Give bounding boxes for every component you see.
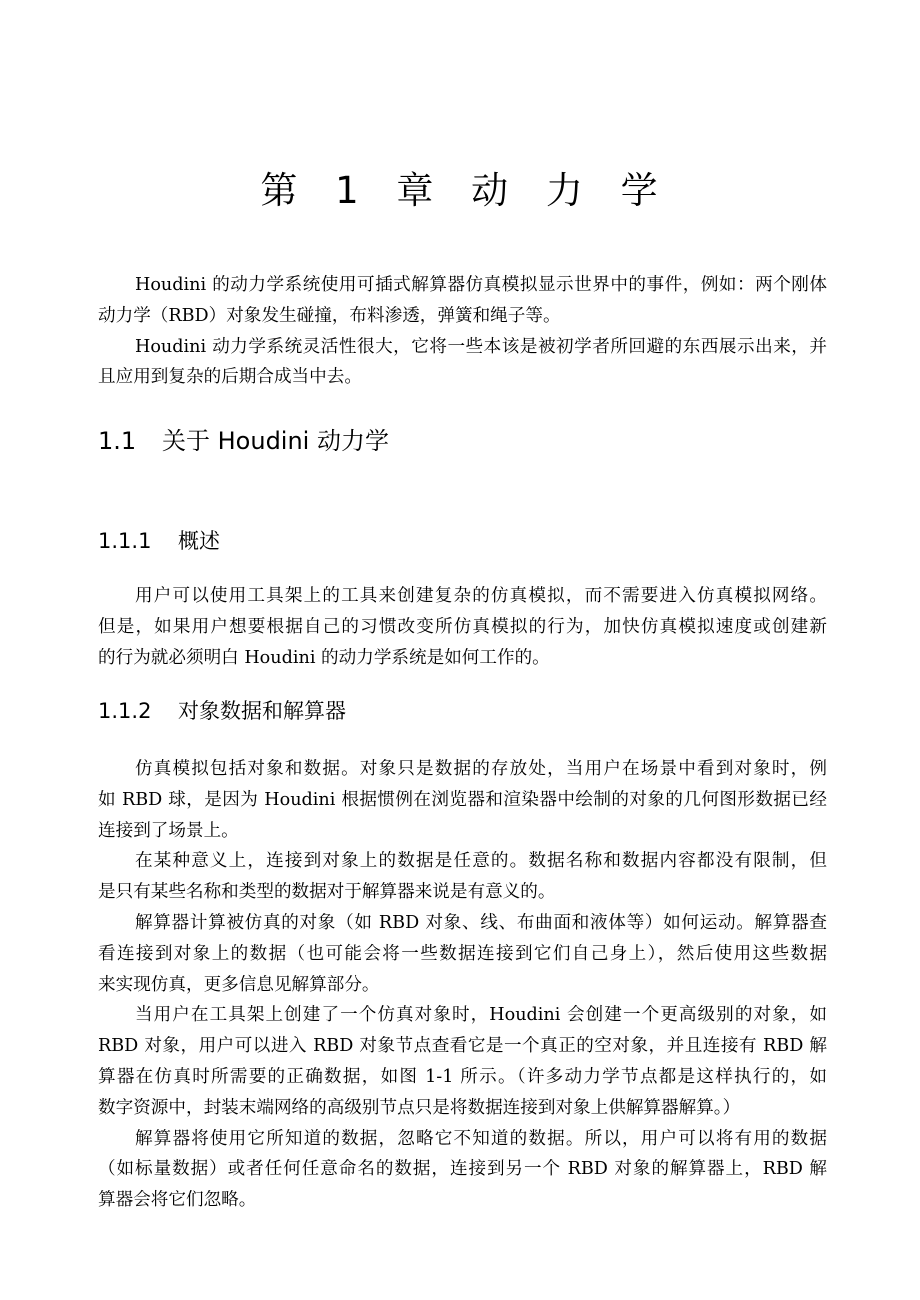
paragraph-line: 是只有某些名称和类型的数据对于解算器来说是有意义的。 xyxy=(98,882,556,903)
chapter-title: 第 1 章 动 力 学 xyxy=(260,169,660,212)
paragraph-line: 仿真模拟包括对象和数据。对象只是数据的存放处，当用户在场景中看到对象时，例 xyxy=(135,759,827,779)
subsection-number: 1.1.2 xyxy=(98,699,152,723)
paragraph-line: 看连接到对象上的数据（也可能会将一些数据连接到它们自己身上），然后使用这些数据 xyxy=(98,943,827,964)
paragraph-line: 解算器计算被仿真的对象（如 RBD 对象、线、布曲面和液体等）如何运动。解算器查 xyxy=(135,912,827,933)
paragraph-line: 数字资源中，封装末端网络的高级别节点只是将数据连接到对象上供解算器解算。） xyxy=(98,1097,741,1118)
section-number: 1.1 xyxy=(98,427,137,455)
paragraph-line: （如标量数据）或者任何任意命名的数据，连接到另一个 RBD 对象的解算器上，RBD 解 xyxy=(98,1159,827,1180)
subsection-title: 对象数据和解算器 xyxy=(178,699,346,723)
paragraph-line: Houdini 动力学系统灵活性很大，它将一些本该是被初学者所回避的东西展示出来，并 xyxy=(135,336,827,357)
objects-text xyxy=(98,754,827,1216)
paragraph-line: RBD 对象，用户可以进入 RBD 对象节点查看它是一个真正的空对象，并且连接有 RBD 解 xyxy=(98,1036,827,1057)
subsection-number: 1.1.1 xyxy=(98,529,152,553)
paragraph-line: 连接到了场景上。 xyxy=(98,820,239,841)
paragraph-line: 解算器将使用它所知道的数据，忽略它不知道的数据。所以，用户可以将有用的数据 xyxy=(135,1128,827,1149)
paragraph-line: 且应用到复杂的后期合成当中去。 xyxy=(98,367,362,388)
subsection-heading-objects xyxy=(98,695,346,725)
paragraph-line: 来实现仿真，更多信息见解算部分。 xyxy=(98,974,380,995)
paragraph-line: 如 RBD 球，是因为 Houdini 根据惯例在浏览器和渲染器中绘制的对象的几何图形数据已经 xyxy=(98,789,827,810)
paragraph-line: 但是，如果用户想要根据自己的习惯改变所仿真模拟的行为，加快仿真模拟速度或创建新 xyxy=(98,616,827,637)
section-heading xyxy=(98,421,389,456)
paragraph-line: 在某种意义上，连接到对象上的数据是任意的。数据名称和数据内容都没有限制，但 xyxy=(135,851,827,872)
subsection-title: 概述 xyxy=(178,529,220,553)
intro-text xyxy=(98,270,827,393)
overview-text xyxy=(98,581,827,673)
paragraph-line: 算器会将它们忽略。 xyxy=(98,1190,257,1211)
section-title: 关于 Houdini 动力学 xyxy=(162,427,389,455)
paragraph-line: 动力学（RBD）对象发生碰撞，布料渗透，弹簧和绳子等。 xyxy=(98,305,561,326)
paragraph-line: Houdini 的动力学系统使用可插式解算器仿真模拟显示世界中的事件，例如：两个刚体 xyxy=(135,275,827,295)
paragraph-line: 用户可以使用工具架上的工具来创建复杂的仿真模拟，而不需要进入仿真模拟网络。 xyxy=(135,586,827,606)
paragraph-line: 当用户在工具架上创建了一个仿真对象时，Houdini 会创建一个更高级别的对象，如 xyxy=(135,1005,827,1026)
paragraph-line: 算器在仿真时所需要的正确数据，如图 1-1 所示。（许多动力学节点都是这样执行的，如 xyxy=(98,1066,827,1087)
subsection-heading-overview xyxy=(98,525,220,555)
paragraph-line: 的行为就必须明白 Houdini 的动力学系统是如何工作的。 xyxy=(98,647,550,668)
